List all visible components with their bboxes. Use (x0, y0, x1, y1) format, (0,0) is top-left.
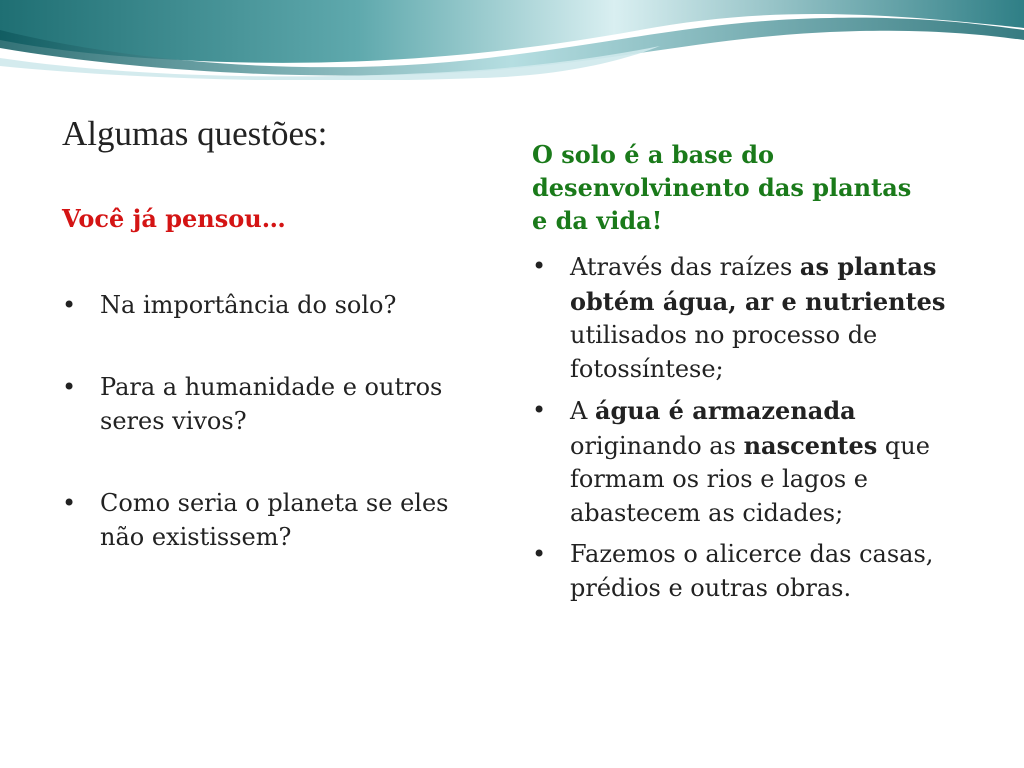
bullet-icon: • (532, 540, 547, 568)
left-bullet-list (62, 288, 462, 602)
right-bullet-list (532, 250, 982, 613)
list-item-text: Fazemos o alicerce das casas, prédios e outras obras. (570, 540, 934, 602)
list-item (532, 250, 982, 386)
list-item-text: originando as (570, 431, 744, 460)
bullet-icon: • (62, 489, 77, 517)
list-item (532, 394, 982, 530)
bullet-icon: • (532, 396, 547, 424)
list-item-text: A (570, 397, 595, 425)
list-item-text: Como seria o planeta se eles não existissem? (100, 489, 449, 551)
bullet-icon: • (62, 373, 77, 401)
right-heading-line: O solo é a base do (532, 140, 775, 169)
bullet-icon: • (532, 252, 547, 280)
right-heading (532, 138, 962, 237)
list-item-text: que formam os rios e lagos e abastecem as cidades; (570, 431, 930, 527)
list-item (62, 486, 462, 554)
bullet-icon: • (62, 291, 77, 319)
list-item-text: Através das raízes (570, 253, 800, 281)
list-item-emphasis: água é armazenada (594, 396, 856, 425)
slide-title: Algumas questões: (62, 114, 328, 153)
list-item-emphasis: nascentes (743, 430, 878, 460)
list-item (532, 538, 982, 605)
right-heading-line: desenvolvinento das plantas (532, 173, 912, 202)
header-wave-banner (0, 0, 1024, 80)
list-item (62, 370, 462, 438)
list-item-text: Na importância do solo? (100, 291, 397, 319)
list-item-text: utilisados no processo de fotossíntese; (570, 321, 878, 383)
list-item (62, 288, 462, 322)
slide-subtitle: Você já pensou… (62, 204, 286, 233)
list-item-text: Para a humanidade e outros seres vivos? (100, 373, 443, 435)
list-item-emphasis: as plantas obtém água, ar e nutrientes (570, 252, 946, 316)
right-heading-line: e da vida! (532, 206, 663, 235)
